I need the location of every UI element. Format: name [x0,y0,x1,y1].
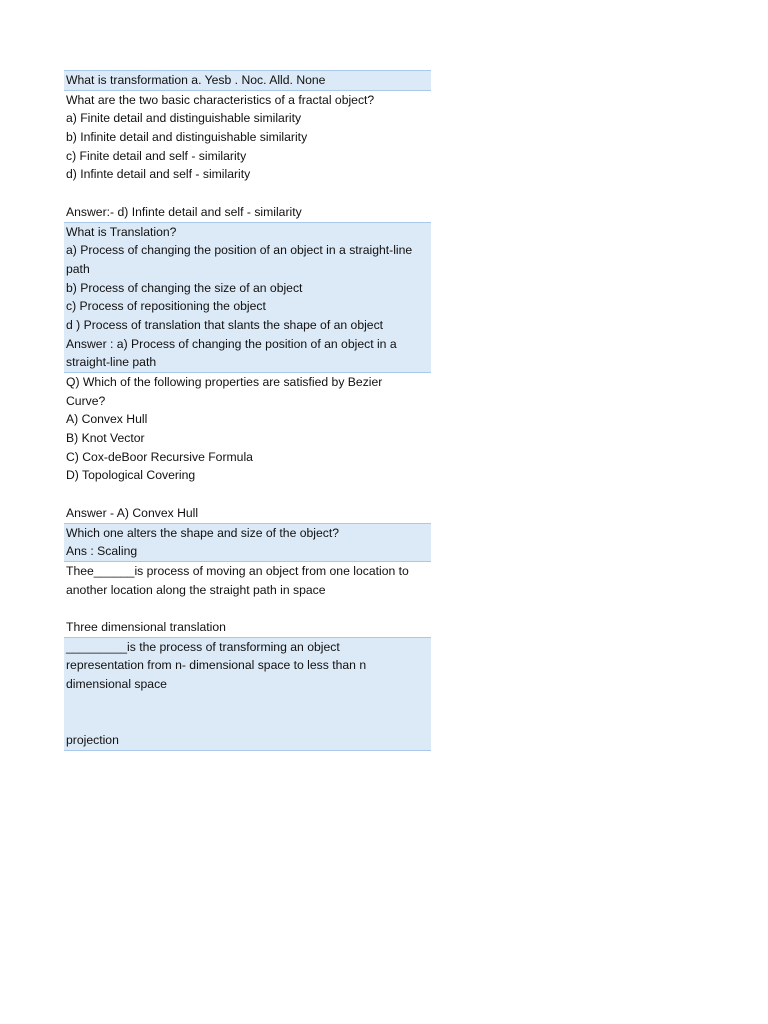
blank-line [66,712,429,731]
option-d: d) Infinte detail and self - similarity [66,167,251,182]
question-cell-bezier[interactable] [64,373,431,523]
option-a: a) Process of changing the position of an object in a straight-line [66,243,413,258]
option-b: B) Knot Vector [66,431,145,446]
answer-text: Answer - A) Convex Hull [66,505,199,520]
question-text-continued: another location along the straight path in space [66,582,326,597]
question-text-continued: dimensional space [66,677,167,691]
blank-line [66,485,429,504]
question-text: Thee______is process of moving an object from one location to [66,563,409,578]
question-text: Q) Which of the following properties are satisfied by Bezier [66,375,383,389]
question-text-continued: Curve? [66,393,106,408]
blank-line [66,599,429,618]
blank-line [66,694,429,713]
answer-text: Ans : Scaling [66,544,138,559]
option-c: c) Process of repositioning the object [66,299,266,314]
question-text: Which one alters the shape and size of the object? [66,525,340,540]
option-d: d ) Process of translation that slants the shape of an object [66,317,384,332]
question-cell-3d-translation[interactable] [64,562,431,637]
answer-text: Three dimensional translation [66,619,226,634]
answer-text: projection [66,733,119,748]
option-a: a) Finite detail and distinguishable similarity [66,111,302,126]
option-b: b) Infinite detail and distinguishable similarity [66,130,308,145]
option-c: c) Finite detail and self - similarity [66,148,247,163]
question-cell-fractal[interactable] [64,91,431,222]
option-c: C) Cox-deBoor Recursive Formula [66,449,253,464]
option-a: A) Convex Hull [66,412,148,427]
answer-text: Answer:- d) Infinte detail and self - similarity [66,204,302,219]
answer-text: Answer : a) Process of changing the position of an object in a [66,336,397,351]
answer-text-continued: straight-line path [66,355,157,370]
option-d: D) Topological Covering [66,468,196,483]
question-text: What is transformation a. Yesb . Noc. Alld. None [66,73,326,87]
option-a-continued: path [66,261,90,276]
question-cell-translation[interactable] [64,222,431,374]
question-text: What is Translation? [66,224,177,239]
blank-line [66,184,429,203]
question-text: _________is the process of transforming an object [66,639,340,654]
question-cell-transformation[interactable] [64,70,431,91]
question-cell-projection[interactable] [64,637,431,751]
question-text: What are the two basic characteristics of a fractal object? [66,92,375,107]
question-cell-scaling[interactable] [64,523,431,562]
question-text-continued: representation from n- dimensional space to less than n [66,658,367,673]
option-b: b) Process of changing the size of an object [66,280,303,295]
spreadsheet-column [64,70,431,751]
